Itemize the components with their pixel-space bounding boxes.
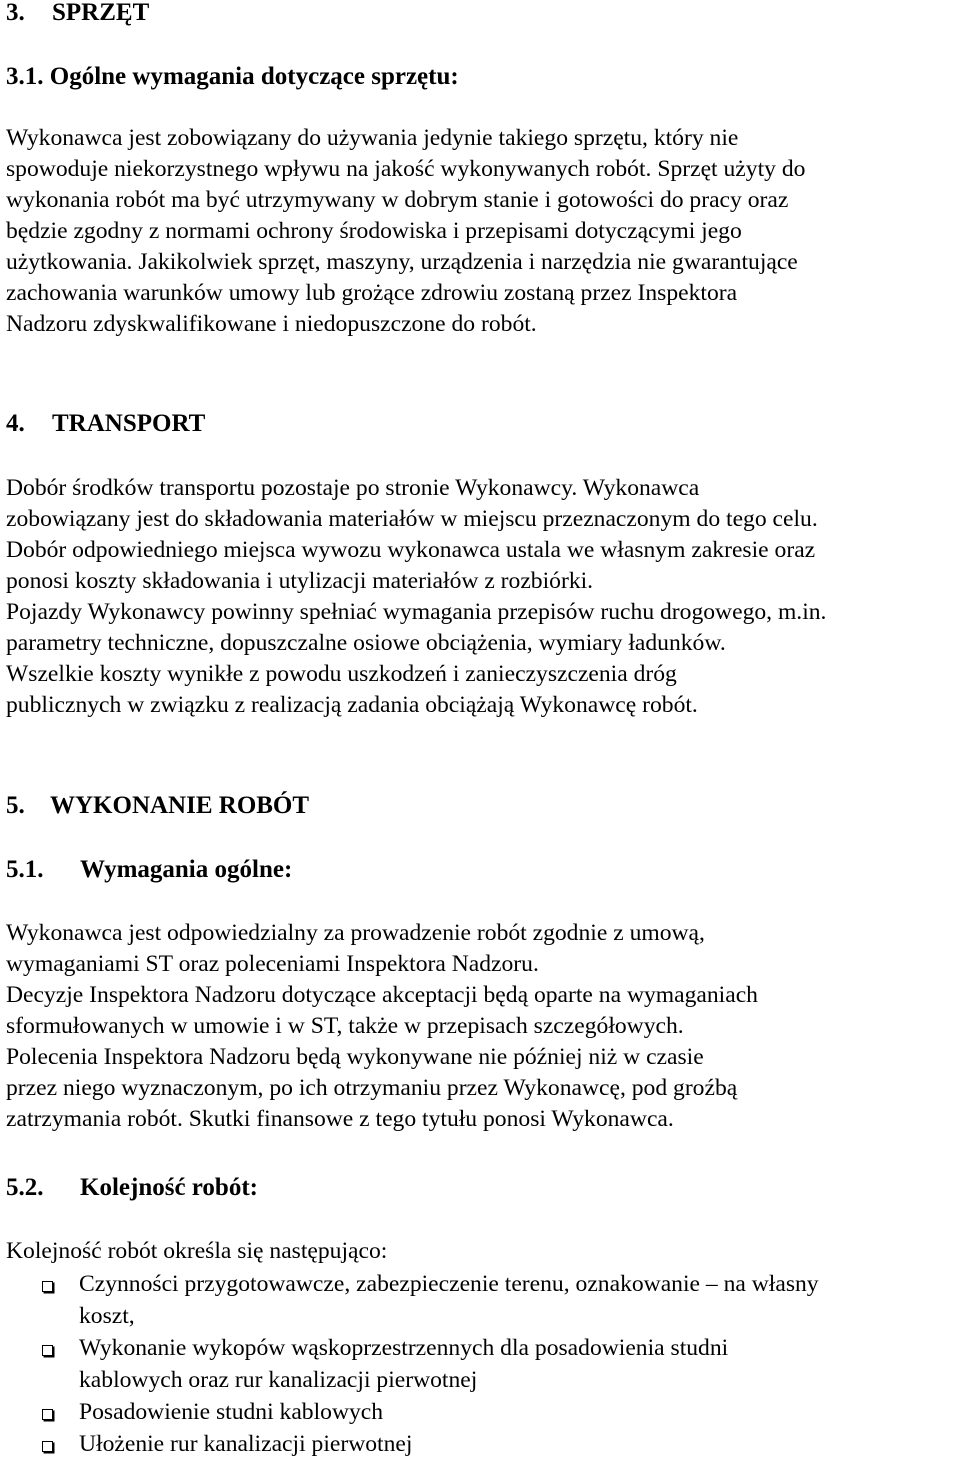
section-number: 4.	[6, 410, 25, 437]
text-line: Dobór środków transportu pozostaje po stronie Wykonawcy. Wykonawca	[6, 475, 700, 501]
list-item	[6, 1428, 956, 1460]
text-line: spowoduje niekorzystnego wpływu na jakość wykonywanych robót. Sprzęt użyty do	[6, 156, 806, 182]
checkbox-bullet-icon	[42, 1409, 53, 1420]
checkbox-bullet-icon	[42, 1441, 53, 1452]
text-line: będzie zgodny z normami ochrony środowiska i przepisami dotyczącymi jego	[6, 218, 742, 244]
subsection-heading-5-2	[6, 1173, 258, 1203]
text-line: zobowiązany jest do składowania materiałów w miejscu przeznaczonym do tego celu.	[6, 506, 818, 532]
subsection-heading-3-1	[6, 62, 459, 92]
list-item	[6, 1268, 956, 1332]
list-item-text: Posadowienie studni kablowych	[79, 1399, 384, 1425]
list-item	[6, 1332, 956, 1396]
subsection-title: 3.1. Ogólne wymagania dotyczące sprzętu:	[6, 63, 459, 90]
subsection-title: Wymagania ogólne:	[80, 856, 293, 883]
text-line: wymaganiami ST oraz poleceniami Inspektora Nadzoru.	[6, 951, 539, 977]
section-number: 5.	[6, 792, 25, 819]
text-line: Decyzje Inspektora Nadzoru dotyczące akceptacji będą oparte na wymaganiach	[6, 982, 758, 1008]
paragraph-3-1	[6, 123, 956, 340]
subsection-number: 5.2.	[6, 1174, 44, 1201]
text-line: Nadzoru zdyskwalifikowane i niedopuszczone do robót.	[6, 311, 537, 337]
paragraph-4	[6, 473, 956, 721]
checkbox-bullet-icon	[42, 1345, 53, 1356]
paragraph-5-1	[6, 918, 956, 1135]
list-item-text: koszt,	[79, 1303, 135, 1329]
section-title: SPRZĘT	[52, 0, 150, 26]
text-line: zatrzymania robót. Skutki finansowe z tego tytułu ponosi Wykonawca.	[6, 1106, 674, 1132]
text-line: przez niego wyznaczonym, po ich otrzymaniu przez Wykonawcę, pod groźbą	[6, 1075, 738, 1101]
text-line: Wykonawca jest zobowiązany do używania jedynie takiego sprzętu, który nie	[6, 125, 739, 151]
list-item	[6, 1396, 956, 1428]
subsection-number: 5.1.	[6, 856, 44, 883]
subsection-title: Kolejność robót:	[80, 1174, 258, 1201]
list-item-text: Wykonanie wykopów wąskoprzestrzennych dla posadowienia studni	[79, 1335, 729, 1361]
list-item-text: kablowych oraz rur kanalizacji pierwotnej	[79, 1367, 478, 1393]
text-line: Pojazdy Wykonawcy powinny spełniać wymagania przepisów ruchu drogowego, m.in.	[6, 599, 827, 625]
section-heading-5	[6, 791, 309, 821]
text-line: Kolejność robót określa się następująco:	[6, 1238, 388, 1264]
subsection-heading-5-1	[6, 855, 292, 885]
text-line: Wykonawca jest odpowiedzialny za prowadzenie robót zgodnie z umową,	[6, 920, 705, 946]
section-title: TRANSPORT	[52, 410, 206, 437]
text-line: Polecenia Inspektora Nadzoru będą wykonywane nie później niż w czasie	[6, 1044, 704, 1070]
text-line: wykonania robót ma być utrzymywany w dobrym stanie i gotowości do pracy oraz	[6, 187, 789, 213]
text-line: Wszelkie koszty wynikłe z powodu uszkodzeń i zanieczyszczenia dróg	[6, 661, 677, 687]
text-line: publicznych w związku z realizacją zadania obciążają Wykonawcę robót.	[6, 692, 698, 718]
work-order-list	[6, 1268, 956, 1460]
list-item-text: Ułożenie rur kanalizacji pierwotnej	[79, 1431, 413, 1457]
section-title: WYKONANIE ROBÓT	[50, 792, 310, 819]
list-intro	[6, 1236, 956, 1267]
text-line: użytkowania. Jakikolwiek sprzęt, maszyny, urządzenia i narzędzia nie gwarantujące	[6, 249, 798, 275]
text-line: parametry techniczne, dopuszczalne osiowe obciążenia, wymiary ładunków.	[6, 630, 726, 656]
list-item-text: Czynności przygotowawcze, zabezpieczenie terenu, oznakowanie – na własny	[79, 1271, 819, 1297]
checkbox-bullet-icon	[42, 1281, 53, 1292]
section-heading-4	[6, 409, 205, 439]
text-line: zachowania warunków umowy lub grożące zdrowiu zostaną przez Inspektora	[6, 280, 738, 306]
text-line: sformułowanych w umowie i w ST, także w przepisach szczegółowych.	[6, 1013, 684, 1039]
section-number: 3.	[6, 0, 25, 26]
section-heading-3	[6, 0, 149, 28]
text-line: Dobór odpowiedniego miejsca wywozu wykonawca ustala we własnym zakresie oraz	[6, 537, 816, 563]
text-line: ponosi koszty składowania i utylizacji materiałów z rozbiórki.	[6, 568, 594, 594]
